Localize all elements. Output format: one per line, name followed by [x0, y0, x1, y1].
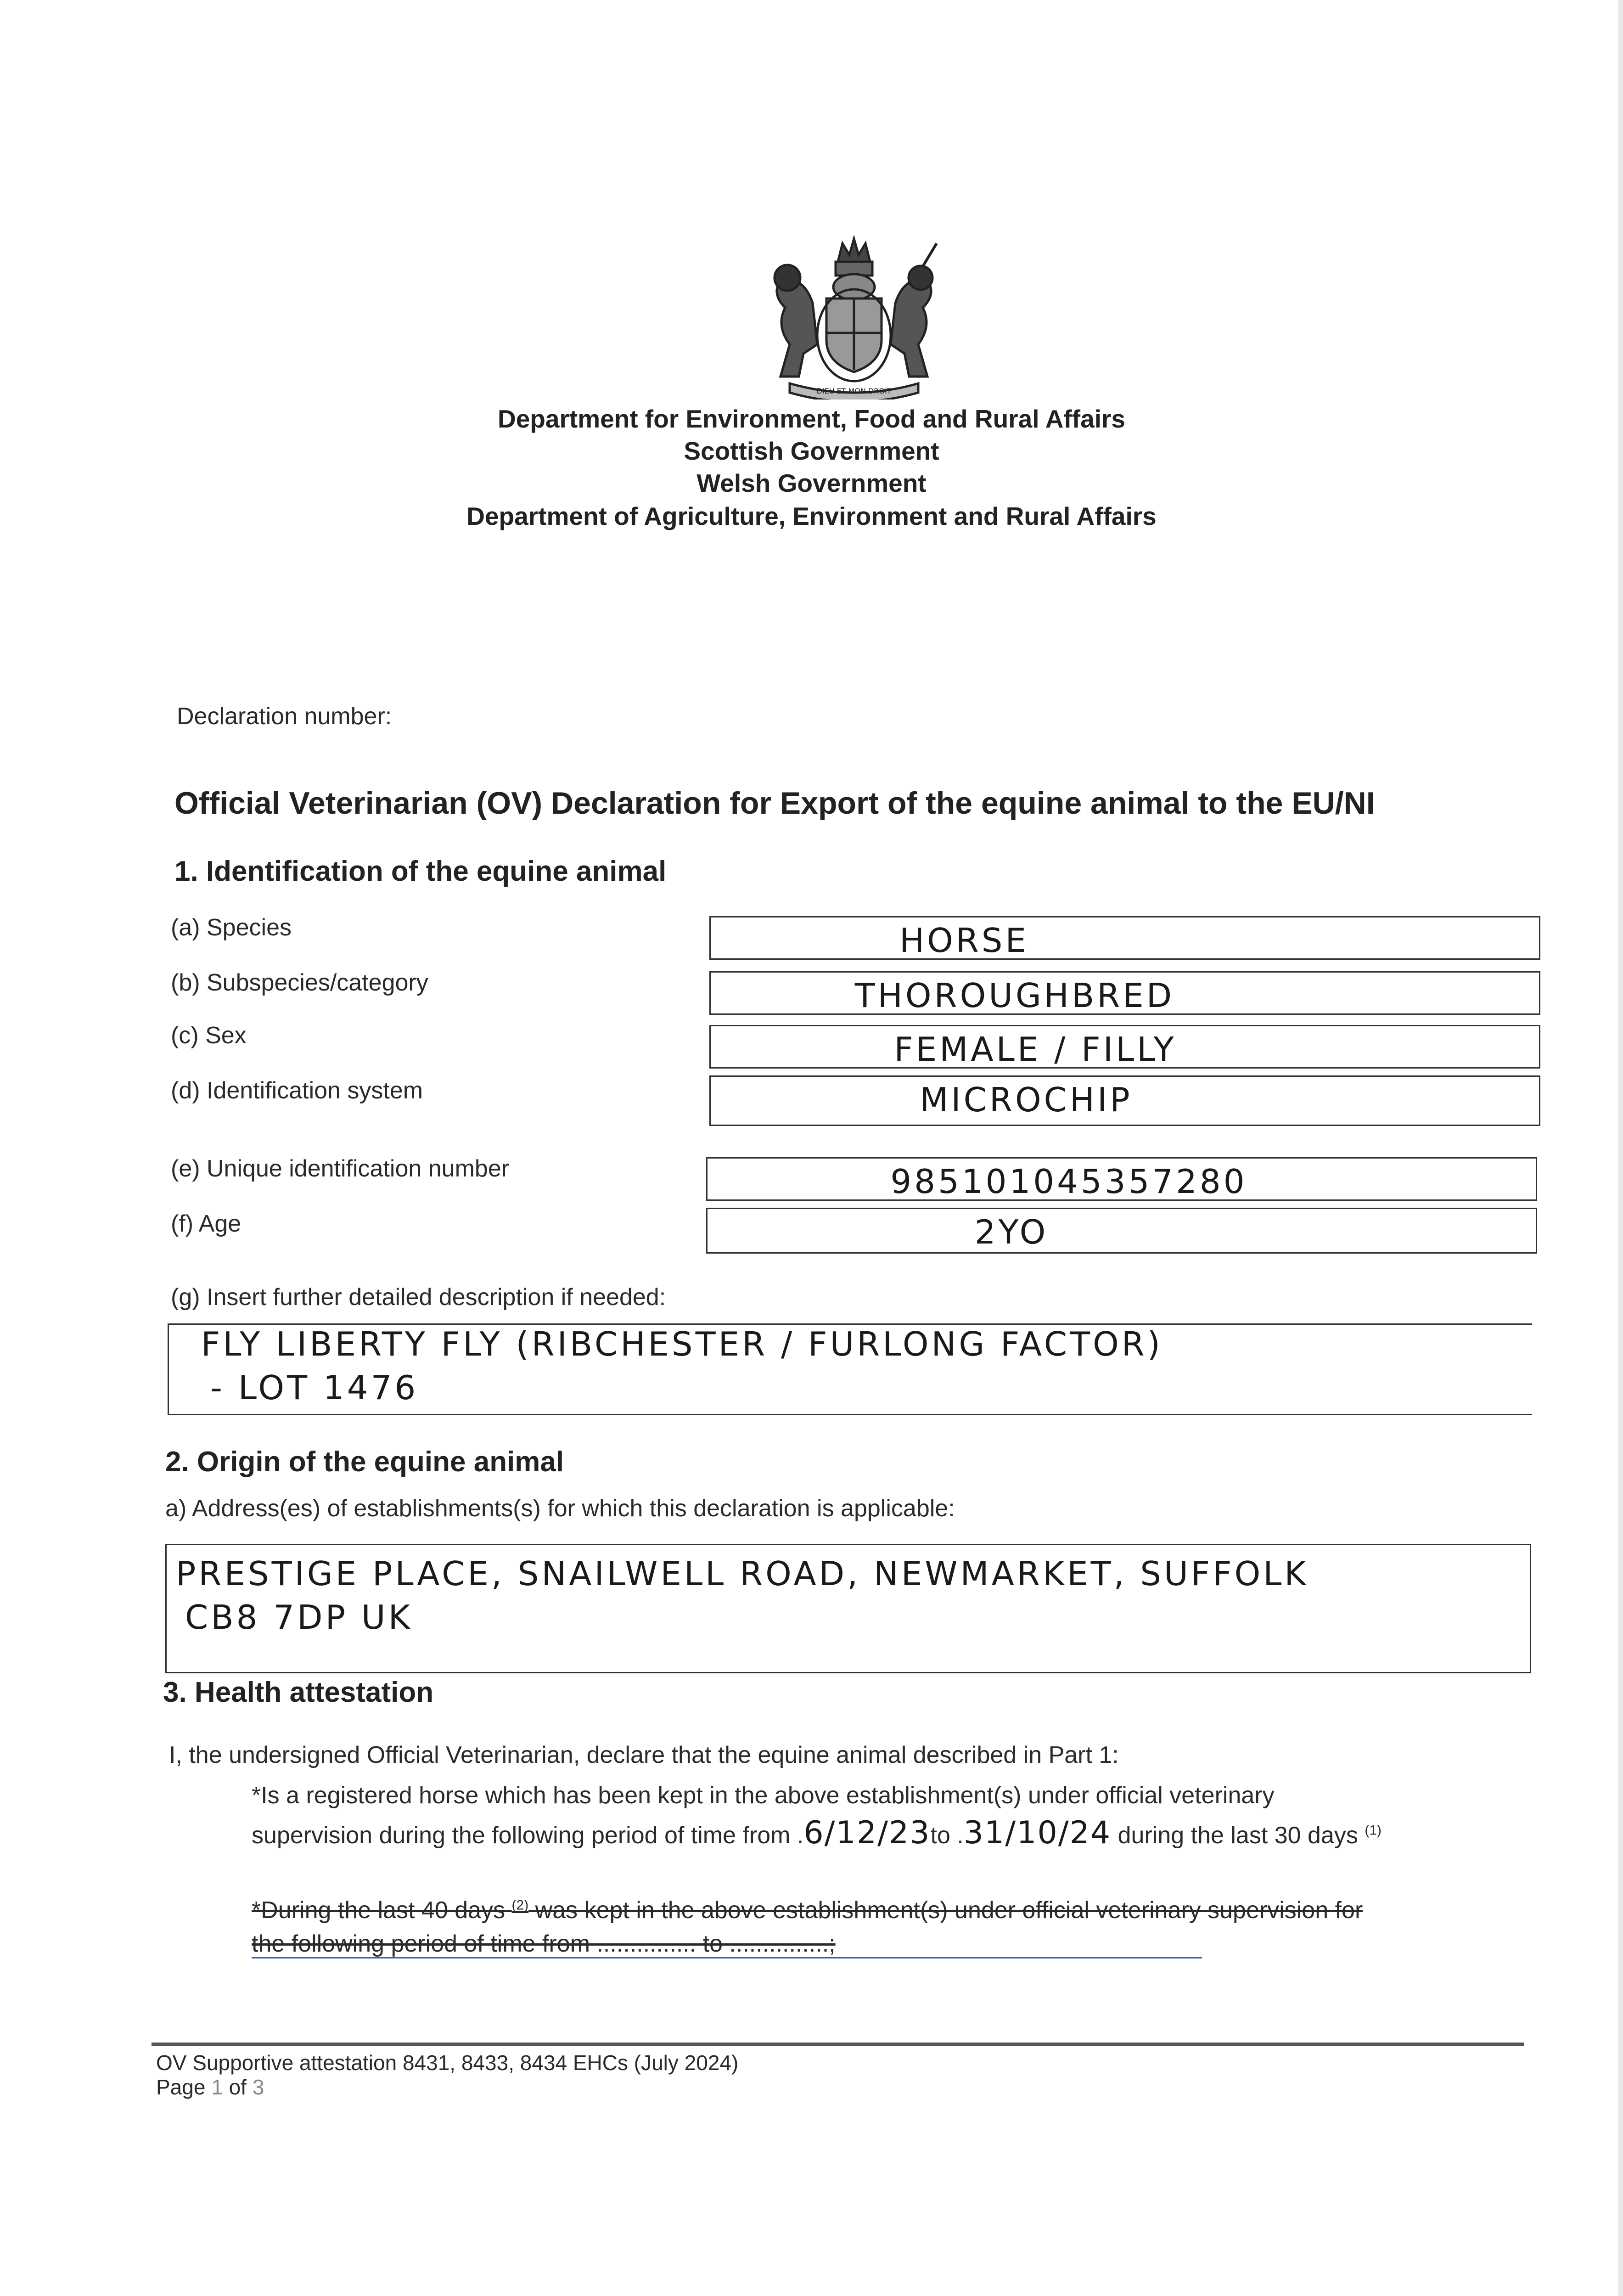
- footer-page-number: [156, 2075, 264, 2099]
- clause1-to: to .: [930, 1822, 964, 1849]
- footnote-2: (2): [511, 1897, 529, 1913]
- agency-defra: Department for Environment, Food and Rural Affairs: [498, 405, 1125, 433]
- age-field[interactable]: [706, 1208, 1537, 1254]
- scan-edge: [1618, 0, 1623, 2296]
- page-total: 3: [252, 2075, 264, 2099]
- footer-attestation-line: OV Supportive attestation 8431, 8433, 8434 EHCs (July 2024): [156, 2051, 739, 2075]
- address-label: a) Address(es) of establishments(s) for which this declaration is applicable:: [165, 1495, 955, 1522]
- subspecies-value: THOROUGHBRED: [854, 976, 1175, 1015]
- address-line2: CB8 7DP UK: [185, 1598, 413, 1637]
- sex-value: FEMALE / FILLY: [894, 1030, 1177, 1069]
- agency-welsh-government: Welsh Government: [696, 469, 927, 497]
- document-title: Official Veterinarian (OV) Declaration for Export of the equine animal to the EU/NI: [174, 786, 1375, 821]
- date-to-value[interactable]: 31/10/24: [963, 1815, 1112, 1851]
- declaration-number-label: Declaration number:: [177, 703, 392, 730]
- field-label-unique-id: (e) Unique identification number: [171, 1155, 510, 1182]
- footer-divider: [152, 2043, 1524, 2046]
- description-label: (g) Insert further detailed description if needed:: [171, 1284, 666, 1311]
- species-field[interactable]: [709, 916, 1540, 960]
- section2-heading: 2. Origin of the equine animal: [165, 1446, 564, 1478]
- clause2-line2: the following period of time from ............... to ...............;: [252, 1930, 836, 1957]
- agency-scottish-government: Scottish Government: [684, 437, 939, 465]
- clause2-line1: [252, 1896, 1363, 1924]
- field-label-subspecies: (b) Subspecies/category: [171, 969, 428, 996]
- field-label-age: (f) Age: [171, 1210, 241, 1237]
- clause1-line2: [252, 1815, 1382, 1851]
- section1-heading: 1. Identification of the equine animal: [174, 855, 667, 887]
- sex-field[interactable]: [709, 1025, 1540, 1069]
- pen-strike-line: [252, 1957, 1202, 1958]
- clause1-line1: *Is a registered horse which has been kept in the above establishment(s) under official veterinary: [252, 1782, 1275, 1809]
- description-line1: FLY LIBERTY FLY (RIBCHESTER / FURLONG FACTOR): [201, 1325, 1163, 1363]
- unique-id-value: 985101045357280: [890, 1162, 1247, 1201]
- section3-heading: 3. Health attestation: [163, 1677, 434, 1708]
- page-of: of: [223, 2075, 253, 2099]
- field-label-species: (a) Species: [171, 914, 292, 941]
- page-current: 1: [211, 2075, 223, 2099]
- agency-daera: Department of Agriculture, Environment and Rural Affairs: [466, 502, 1157, 530]
- address-line1: PRESTIGE PLACE, SNAILWELL ROAD, NEWMARKET, SUFFOLK: [176, 1554, 1309, 1593]
- description-field[interactable]: [168, 1323, 1532, 1415]
- clause1-prefix: supervision during the following period of time from .: [252, 1822, 804, 1849]
- subspecies-field[interactable]: [709, 971, 1540, 1015]
- date-from-value[interactable]: 6/12/23: [803, 1815, 931, 1851]
- age-value: 2YO: [974, 1213, 1049, 1251]
- clause2-text-a: *During the last 40 days: [252, 1897, 505, 1924]
- attestation-intro: I, the undersigned Official Veterinarian, declare that the equine animal described in Part 1:: [169, 1742, 1119, 1768]
- identification-system-field[interactable]: [709, 1075, 1540, 1126]
- field-label-sex: (c) Sex: [171, 1022, 247, 1049]
- identification-system-value: MICROCHIP: [920, 1080, 1133, 1119]
- species-value: HORSE: [899, 921, 1029, 960]
- field-label-identification-system: (d) Identification system: [171, 1077, 423, 1104]
- royal-coat-of-arms-logo: [753, 230, 955, 400]
- footnote-1: (1): [1365, 1823, 1382, 1838]
- clause1-suffix: during the last 30 days: [1118, 1822, 1358, 1849]
- address-field[interactable]: [165, 1544, 1531, 1673]
- description-line2: - LOT 1476: [210, 1368, 419, 1407]
- crest-motto: DIEU ET MON DROIT: [816, 387, 892, 395]
- clause2-text-b: was kept in the above establishment(s) under official veterinary supervision for: [535, 1897, 1363, 1924]
- page-prefix: Page: [156, 2075, 212, 2099]
- unique-id-field[interactable]: [706, 1157, 1537, 1201]
